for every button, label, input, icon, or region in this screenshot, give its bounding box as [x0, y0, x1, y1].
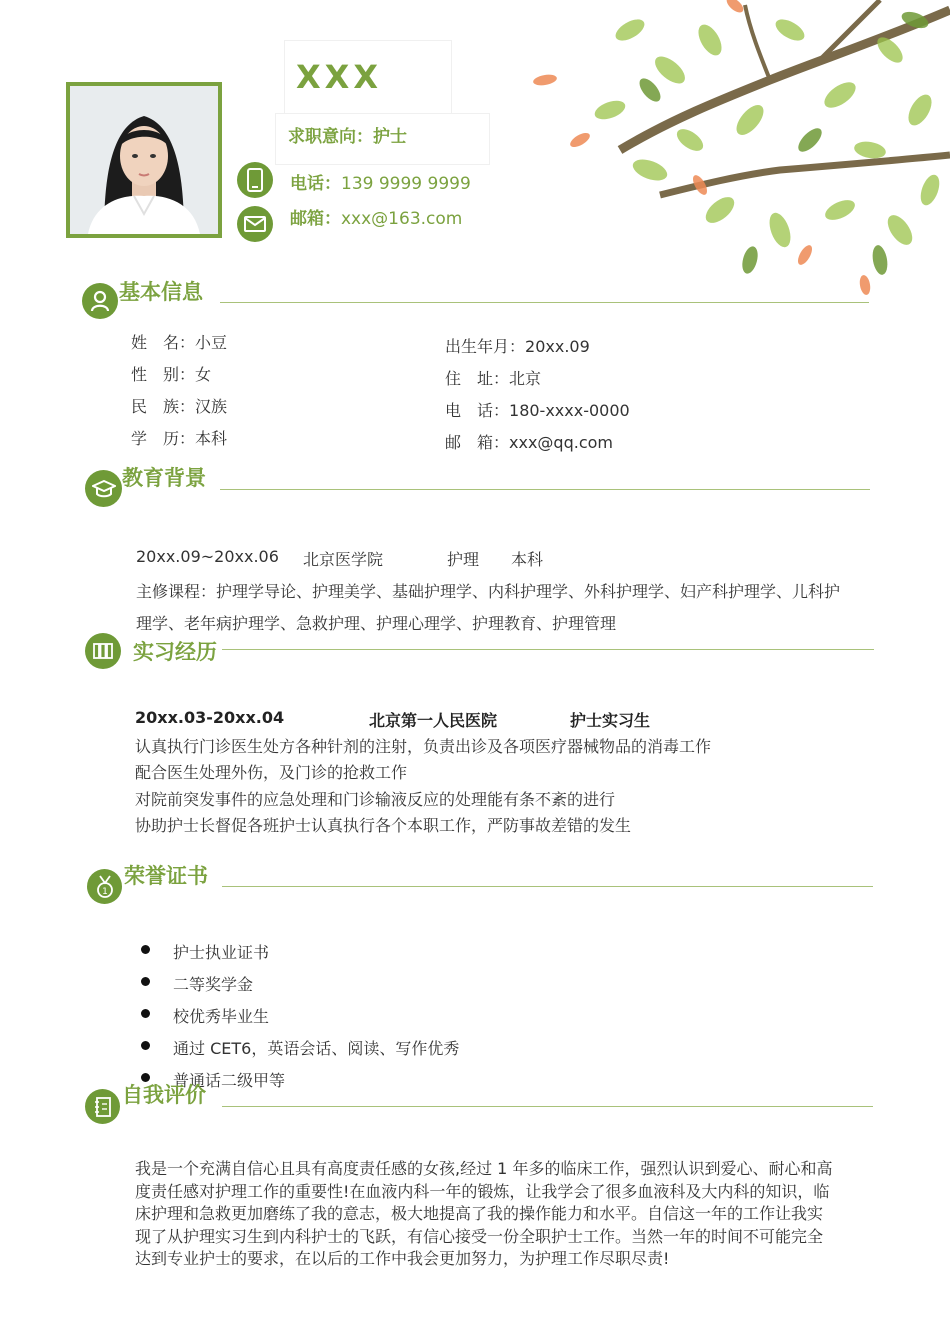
portrait-illustration — [70, 86, 218, 234]
section-divider — [222, 886, 873, 887]
self-line: 达到专业护士的要求，在以后的工作中我会更加努力，为护理工作尽职尽责! — [135, 1249, 670, 1268]
edu-major: 护理 — [447, 550, 480, 569]
basic-row-email: 邮 箱：xxx@qq.com — [445, 433, 613, 452]
edu-courses-line1: 主修课程：护理学导论、护理美学、基础护理学、内科护理学、外科护理学、妇产科护理学、儿科护 — [136, 582, 841, 601]
intern-duty: 对院前突发事件的应急处理和门诊输液反应的处理能有条不紊的进行 — [135, 790, 616, 809]
intern-role: 护士实习生 — [570, 711, 651, 730]
section-title-basic: 基本信息 — [119, 280, 203, 304]
honor-item: 护士执业证书 — [173, 943, 270, 962]
section-title-self: 自我评价 — [122, 1083, 206, 1107]
email-value: xxx@163.com — [341, 209, 463, 229]
section-title-internship: 实习经历 — [133, 640, 217, 664]
notebook-icon — [85, 1089, 120, 1124]
books-icon — [85, 633, 121, 669]
intern-hospital: 北京第一人民医院 — [369, 711, 498, 730]
honor-item: 二等奖学金 — [173, 975, 254, 994]
basic-row-address: 住 址：北京 — [445, 369, 542, 388]
self-line: 度责任感对护理工作的重要性!在血液内科一年的锻炼，让我学会了很多血液科及大内科的知识，临 — [135, 1181, 830, 1201]
intern-period: 20xx.03-20xx.04 — [135, 708, 285, 727]
basic-row-phone: 电 话：180-xxxx-0000 — [445, 401, 630, 420]
basic-row-gender: 性 别：女 — [131, 365, 212, 384]
edu-school: 北京医学院 — [303, 550, 384, 569]
header-phone — [290, 169, 471, 194]
basic-row-education: 学 历：本科 — [131, 429, 228, 448]
intern-duty: 协助护士长督促各班护士认真执行各个本职工作，严防事故差错的发生 — [135, 816, 632, 835]
phone-label: 电话： — [290, 174, 341, 194]
basic-row-name: 姓 名：小豆 — [131, 333, 228, 352]
bullet-dot — [141, 1041, 150, 1050]
edu-degree: 本科 — [511, 550, 544, 569]
section-title-education: 教育背景 — [122, 466, 206, 490]
tree-branch-decoration — [520, 0, 950, 300]
intern-duty: 认真执行门诊医生处方各种针剂的注射，负责出诊及各项医疗器械物品的消毒工作 — [135, 737, 712, 756]
section-divider — [222, 649, 874, 650]
self-evaluation-text — [135, 1158, 875, 1271]
honor-item: 通过 CET6，英语会话、阅读、写作优秀 — [173, 1039, 460, 1058]
candidate-name: XXX — [296, 58, 383, 96]
basic-row-birth: 出生年月：20xx.09 — [445, 337, 590, 356]
job-intent: 求职意向：护士 — [288, 127, 407, 147]
header-email — [290, 204, 462, 229]
email-label: 邮箱： — [290, 209, 341, 229]
medal-icon — [87, 869, 122, 904]
profile-photo — [66, 82, 222, 238]
bullet-dot — [141, 945, 150, 954]
bullet-dot — [141, 1009, 150, 1018]
graduation-cap-icon — [85, 470, 122, 507]
section-divider — [220, 302, 869, 303]
user-icon — [82, 283, 118, 319]
phone-value: 139 9999 9999 — [341, 174, 471, 194]
basic-row-ethnicity: 民 族：汉族 — [131, 397, 228, 416]
section-divider — [222, 1106, 873, 1107]
honor-item: 普通话二级甲等 — [173, 1071, 286, 1090]
edu-courses-line2: 理学、老年病护理学、急救护理、护理心理学、护理教育、护理管理 — [136, 614, 617, 633]
section-title-honors: 荣誉证书 — [124, 864, 208, 888]
section-divider — [220, 489, 870, 490]
phone-icon — [237, 162, 273, 198]
self-line: 我是一个充满自信心且具有高度责任感的女孩,经过 1 年多的临床工作，强烈认识到爱心、耐心和高 — [135, 1159, 833, 1178]
intern-duty: 配合医生处理外伤，及门诊的抢救工作 — [135, 763, 408, 782]
self-line: 现了从护理实习生到内科护士的飞跃，有信心接受一份全职护士工作。当然一年的时间不可能完全 — [135, 1226, 824, 1246]
mail-icon — [237, 206, 273, 242]
bullet-dot — [141, 977, 150, 986]
svg-text:1: 1 — [101, 886, 108, 897]
self-line: 床护理和急救更加磨练了我的意志，极大地提高了我的操作能力和水平。自信这一年的工作让我实 — [135, 1204, 824, 1223]
honor-item: 校优秀毕业生 — [173, 1007, 270, 1026]
edu-period: 20xx.09~20xx.06 — [136, 547, 279, 566]
